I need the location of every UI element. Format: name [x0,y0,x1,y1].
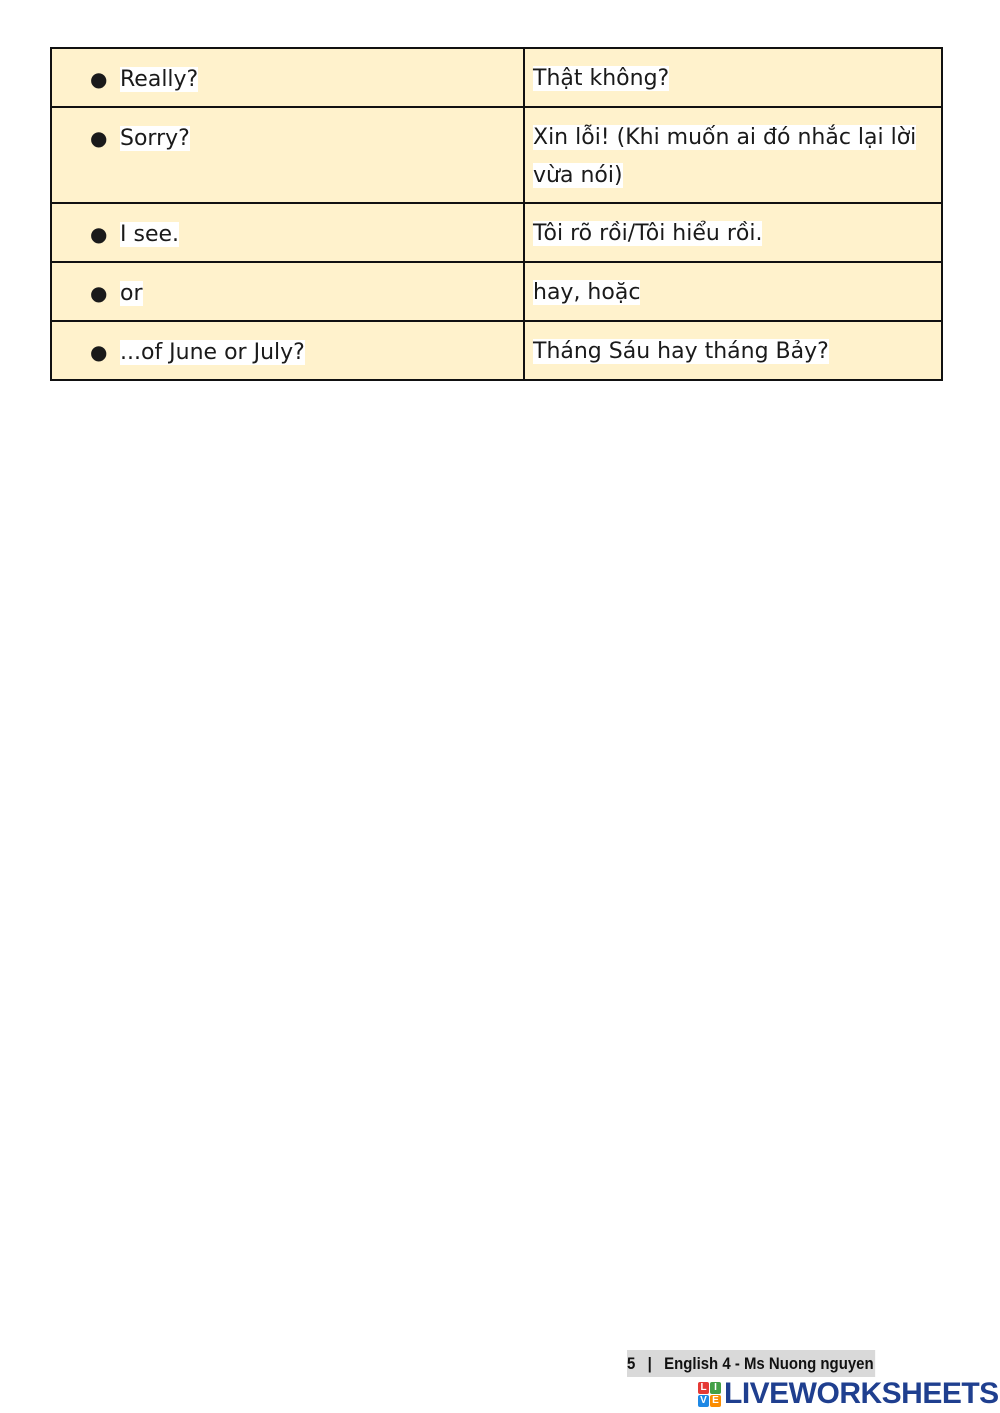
english-cell [51,107,524,203]
vocabulary-table [50,47,943,381]
vietnamese-cell [524,107,942,203]
footer-text: English 4 - Ms Nuong nguyen [664,1354,874,1373]
english-phrase: ...of June or July? [120,340,305,365]
liveworksheets-brand[interactable] [698,1377,999,1411]
table-row [51,203,942,262]
vietnamese-cell [524,48,942,107]
logo-letter-e: E [710,1395,721,1407]
brand-wordmark: LIVEWORKSHEETS [724,1377,999,1410]
vietnamese-translation: hay, hoặc [533,280,641,305]
table-row [51,262,942,321]
liveworksheets-logo-icon [698,1382,721,1407]
footer-separator: | [647,1354,652,1373]
english-cell [51,262,524,321]
table-row [51,48,942,107]
bullet-icon: ● [90,222,108,246]
table-row [51,321,942,380]
vietnamese-cell [524,203,942,262]
page-number: 5 [627,1354,636,1373]
english-cell [51,203,524,262]
vietnamese-translation: Tôi rõ rồi/Tôi hiểu rồi. [533,221,763,246]
english-phrase: Sorry? [120,126,190,151]
bullet-icon: ● [90,281,108,305]
vietnamese-translation: Xin lỗi! (Khi muốn ai đó nhắc lại lời vừa nói) [533,125,917,188]
vietnamese-translation: Tháng Sáu hay tháng Bảy? [533,339,829,364]
english-phrase: or [120,281,143,306]
english-phrase: I see. [120,222,180,247]
page-footer [627,1350,875,1377]
table-row [51,107,942,203]
bullet-icon: ● [90,67,108,91]
logo-letter-v: V [698,1395,709,1407]
vietnamese-cell [524,262,942,321]
vietnamese-cell [524,321,942,380]
bullet-icon: ● [90,340,108,364]
english-cell [51,48,524,107]
logo-letter-i: I [710,1382,721,1394]
english-cell [51,321,524,380]
bullet-icon: ● [90,126,108,150]
logo-letter-l: L [698,1382,709,1394]
english-phrase: Really? [120,67,199,92]
vietnamese-translation: Thật không? [533,66,670,91]
